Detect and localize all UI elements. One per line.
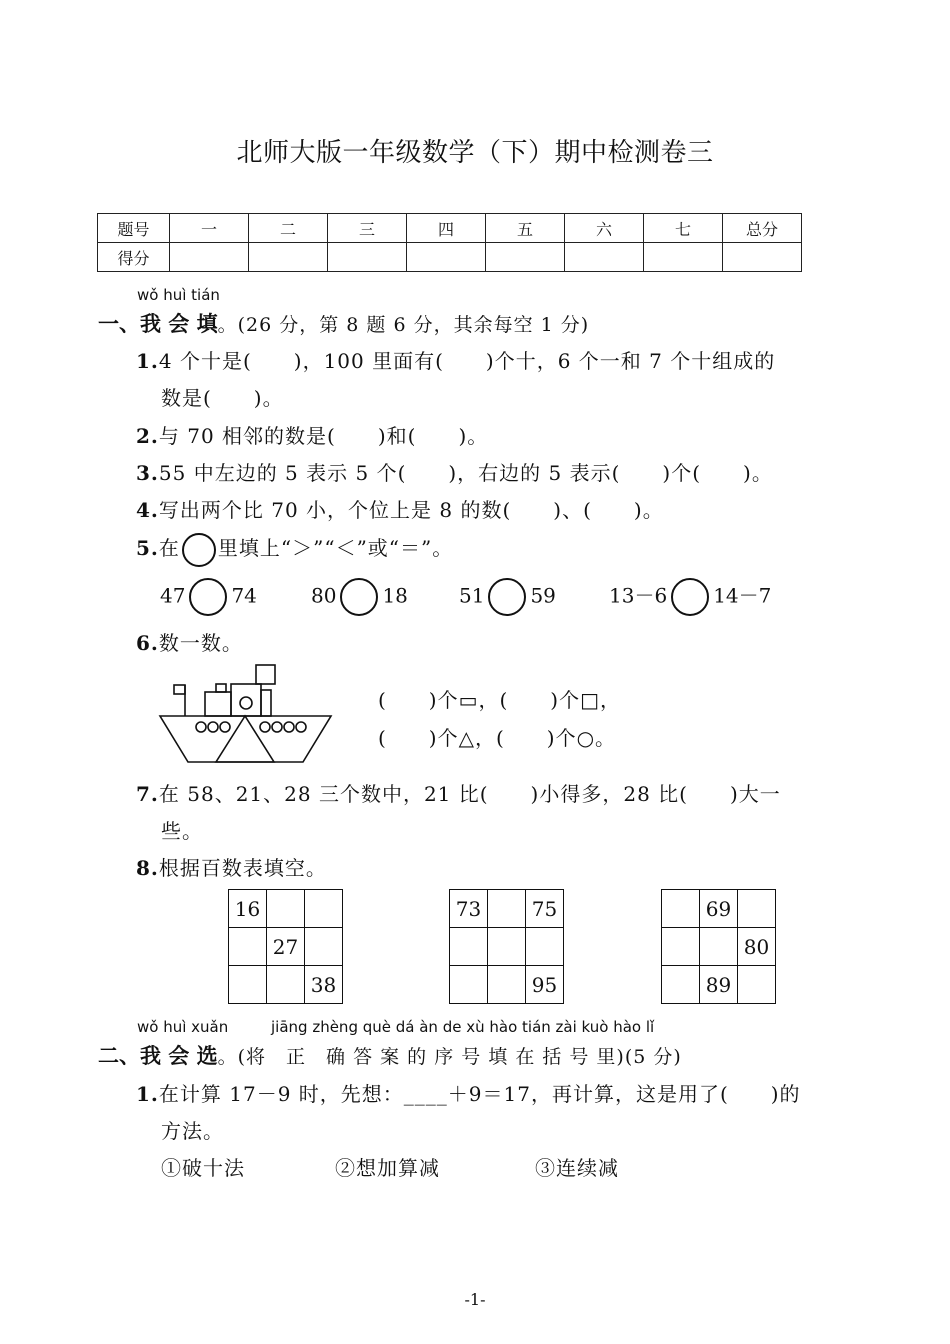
- score-cell: 一: [170, 214, 249, 243]
- option-a[interactable]: ①破十法: [161, 1156, 245, 1180]
- grid-cell[interactable]: [488, 928, 526, 966]
- ship-figure: [155, 660, 335, 766]
- question-text: 里填上“＞”“＜”或“＝”。: [217, 536, 454, 560]
- compare-item: [609, 578, 771, 616]
- grid-cell[interactable]: [450, 928, 488, 966]
- score-cell: 二: [249, 214, 328, 243]
- ship-porthole: [196, 722, 206, 732]
- ship-porthole: [284, 722, 294, 732]
- ship-cabin-middle: [231, 684, 261, 716]
- question-7-line2: 些。: [161, 819, 203, 843]
- ship-porthole: [208, 722, 218, 732]
- score-cell: 总分: [723, 214, 802, 243]
- compare-item: [311, 578, 408, 616]
- ship-flag: [174, 685, 185, 694]
- question-number: 1.: [136, 1082, 159, 1106]
- ship-hull-triangle: [216, 716, 274, 762]
- ship-porthole: [272, 722, 282, 732]
- score-blank-cell[interactable]: [407, 243, 486, 272]
- compare-left: 51: [459, 583, 485, 608]
- grid-cell: 80: [738, 928, 776, 966]
- question-number: 3.: [136, 461, 159, 485]
- ship-hull: [160, 716, 331, 762]
- compare-circle[interactable]: [340, 578, 378, 616]
- grid-cell[interactable]: [700, 928, 738, 966]
- ship-porthole: [220, 722, 230, 732]
- grid-cell[interactable]: [267, 890, 305, 928]
- section2-question-1-line2: 方法。: [161, 1119, 224, 1143]
- question-number: 1.: [136, 349, 159, 373]
- grid-cell: 38: [305, 966, 343, 1004]
- grid-cell: 16: [229, 890, 267, 928]
- question-2: [136, 420, 488, 449]
- grid-cell: 95: [526, 966, 564, 1004]
- score-blank-cell[interactable]: [170, 243, 249, 272]
- compare-right: 18: [382, 583, 408, 608]
- ship-porthole: [296, 722, 306, 732]
- grid-cell[interactable]: [738, 966, 776, 1004]
- question-text: 根据百数表填空。: [158, 856, 327, 880]
- question-4: [136, 494, 664, 523]
- section1-heading: 一、我 会 填: [98, 312, 218, 336]
- question-number: 4.: [136, 498, 159, 522]
- score-blank-cell[interactable]: [723, 243, 802, 272]
- compare-left: 47: [160, 583, 186, 608]
- grid-cell[interactable]: [305, 928, 343, 966]
- question-text: 写出两个比 70 小，个位上是 8 的数( )、( )。: [158, 498, 664, 522]
- score-row-label: 得分: [98, 243, 170, 272]
- question-1: [136, 345, 775, 374]
- question-7: [136, 778, 781, 807]
- grid-cell[interactable]: [662, 928, 700, 966]
- grid-cell[interactable]: [488, 966, 526, 1004]
- score-table-score-row: [98, 243, 802, 272]
- score-cell: 七: [644, 214, 723, 243]
- grid-cell[interactable]: [738, 890, 776, 928]
- section1-header: [98, 308, 589, 338]
- question-text: 4 个十是( )，100 里面有( )个十，6 个一和 7 个十组成的: [158, 349, 776, 373]
- grid-cell[interactable]: [526, 928, 564, 966]
- question-5: [136, 532, 453, 567]
- score-cell: 题号: [98, 214, 170, 243]
- hundred-grid: [449, 889, 564, 1004]
- grid-cell: 69: [700, 890, 738, 928]
- grid-cell: 73: [450, 890, 488, 928]
- section2-question-1: [136, 1078, 801, 1107]
- score-blank-cell[interactable]: [565, 243, 644, 272]
- question-text: 在 58、21、28 三个数中，21 比( )小得多，28 比( )大一: [158, 782, 781, 806]
- section2-heading: 二、我 会 选: [98, 1044, 218, 1068]
- question-text: 在计算 17－9 时，先想：____＋9＝17，再计算，这是用了( )的: [158, 1082, 801, 1106]
- page-number: -1-: [464, 1290, 486, 1309]
- section2-pinyin: wǒ huì xuǎn: [137, 1018, 229, 1036]
- question-text: 55 中左边的 5 表示 5 个( )，右边的 5 表示( )个( )。: [158, 461, 773, 485]
- ship-top-square: [256, 665, 275, 684]
- section2-note: 。(将 正 确 答 案 的 序 号 填 在 括 号 里)(5 分): [217, 1046, 682, 1068]
- score-cell: 三: [328, 214, 407, 243]
- question-1-line2: 数是( )。: [161, 386, 284, 410]
- grid-cell[interactable]: [305, 890, 343, 928]
- compare-circle[interactable]: [488, 578, 526, 616]
- question-number: 2.: [136, 424, 159, 448]
- grid-cell: 75: [526, 890, 564, 928]
- grid-cell[interactable]: [267, 966, 305, 1004]
- compare-right: 14－7: [713, 583, 772, 608]
- compare-circle[interactable]: [189, 578, 227, 616]
- compare-left: 80: [311, 583, 337, 608]
- grid-cell[interactable]: [229, 966, 267, 1004]
- grid-cell: 89: [700, 966, 738, 1004]
- hundred-grid: [661, 889, 776, 1004]
- question-number: 6.: [136, 631, 159, 655]
- option-c[interactable]: ③连续减: [535, 1156, 619, 1180]
- question-8: [136, 852, 327, 881]
- ship-chimney: [261, 690, 271, 716]
- section1-note: 。(26 分，第 8 题 6 分，其余每空 1 分): [217, 314, 590, 336]
- score-blank-cell[interactable]: [249, 243, 328, 272]
- question-6-count-line2: ( )个△，( )个○。: [378, 726, 617, 750]
- ship-cabin-window: [240, 697, 252, 709]
- ship-cabin-left: [205, 692, 231, 716]
- compare-right: 59: [530, 583, 556, 608]
- compare-left: 13－6: [609, 583, 668, 608]
- hundred-grid: [228, 889, 343, 1004]
- grid-cell[interactable]: [662, 890, 700, 928]
- question-text: 在: [158, 536, 180, 560]
- score-blank-cell[interactable]: [486, 243, 565, 272]
- score-blank-cell[interactable]: [328, 243, 407, 272]
- section1-pinyin: wǒ huì tián: [137, 286, 220, 304]
- ship-small-square: [216, 684, 226, 692]
- score-table-header-row: [98, 214, 802, 243]
- page-title: 北师大版一年级数学（下）期中检测卷三: [236, 138, 714, 168]
- option-b[interactable]: ②想加算减: [335, 1156, 440, 1180]
- question-6-count-line1: ( )个▭，( )个□，: [378, 688, 622, 712]
- score-cell: 四: [407, 214, 486, 243]
- grid-cell: 27: [267, 928, 305, 966]
- section2-note-pinyin: jiāng zhèng què dá àn de xù hào tián zài kuò hào lǐ: [271, 1018, 655, 1036]
- grid-cell[interactable]: [488, 890, 526, 928]
- question-text: 数一数。: [158, 631, 243, 655]
- compare-right: 74: [231, 583, 257, 608]
- question-number: 7.: [136, 782, 159, 806]
- question-number: 8.: [136, 856, 159, 880]
- compare-item: [459, 578, 556, 616]
- question-text: 与 70 相邻的数是( )和( )。: [158, 424, 489, 448]
- question-number: 5.: [136, 536, 159, 560]
- circle-icon: [182, 533, 216, 567]
- score-cell: 六: [565, 214, 644, 243]
- question-6: [136, 627, 243, 656]
- section2-header: [98, 1040, 682, 1070]
- grid-cell[interactable]: [662, 966, 700, 1004]
- grid-cell[interactable]: [450, 966, 488, 1004]
- compare-circle[interactable]: [671, 578, 709, 616]
- score-cell: 五: [486, 214, 565, 243]
- score-blank-cell[interactable]: [644, 243, 723, 272]
- ship-porthole: [260, 722, 270, 732]
- compare-item: [160, 578, 257, 616]
- grid-cell[interactable]: [229, 928, 267, 966]
- score-table: [97, 213, 802, 272]
- question-3: [136, 457, 773, 486]
